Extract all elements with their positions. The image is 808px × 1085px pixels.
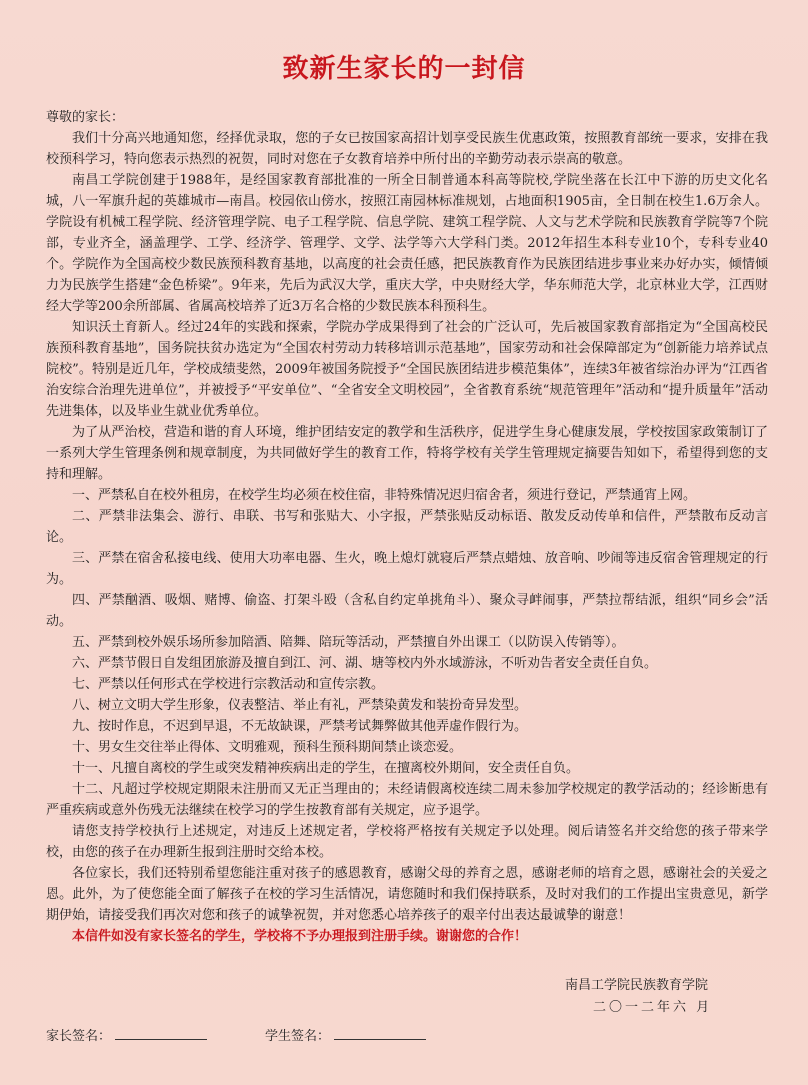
student-signature-label: 学生签名： (265, 1029, 331, 1044)
rule-item-11: 十一、凡擅自离校的学生或突发精神疾病出走的学生，在擅离校外期间，安全责任自负。 (72, 761, 580, 776)
paragraph-intro: 我们十分高兴地通知您，经择优录取，您的子女已按国家高招计划享受民族生优惠政策，按照教育部统一要求，安排在我校预科学习，特向您表示热烈的祝贺，同时对您在子女教育培养中所付出的辛勤劳动表示崇高的敬意。 (46, 131, 768, 167)
rule-item-4: 四、严禁酗酒、吸烟、赌博、偷盗、打架斗殴（含私自约定单挑角斗）、聚众寻衅闹事，严禁拉帮结派，组织“同乡会”活动。 (46, 593, 768, 629)
sign-fields (46, 1025, 426, 1044)
rule-item-1: 一、严禁私自在校外租房，在校学生均必须在校住宿，非特殊情况迟归宿舍者，须进行登记，严禁通宵上网。 (72, 488, 697, 503)
rule-item-6: 六、严禁节假日自发组团旅游及擅自到江、河、湖、塘等校内外水域游泳，不听劝告者安全责任自负。 (72, 656, 658, 671)
rule-item-2: 二、严禁非法集会、游行、串联、书写和张贴大、小字报，严禁张贴反动标语、散发反动传单和信件，严禁散布反动言论。 (46, 509, 768, 545)
signature-org: 南昌工学院民族教育学院 (565, 978, 709, 993)
rule-item-12: 十二、凡超过学校规定期限未注册而又无正当理由的；未经请假离校连续二周未参加学校规定的教学活动的；经诊断患有严重疾病或意外伤残无法继续在校学习的学生按教育部有关规定，应予退学。 (46, 782, 768, 818)
rule-item-9: 九、按时作息，不迟到早退，不无故缺课，严禁考试舞弊做其他弄虚作假行为。 (72, 719, 528, 734)
paragraph-school-profile: 南昌工学院创建于1988年，是经国家教育部批准的一所全日制普通本科高等院校,学院坐落在长江中下游的历史文化名城，八一军旗升起的英雄城市—南昌。校园依山傍水，按照江南园林标准规划，占地面积1905亩，全日制在校生1.6万余人。学院设有机械工程学院、经济管理学院、电子工程学院、信息学院、建筑工程学院、人文与艺术学院和民族教育学院等7个院部，专业齐全，涵盖理学、工学、经济学、管理学、文学、法学等六大学科门类。2012年招生本科专业10个，专科专业40个。学院作为全国高校少数民族预科教育基地，以高度的社会责任感，把民族教育作为民族团结进步事业来办好办实，倾情倾力为民族学生搭建“金色桥梁”。9年来，先后为武汉大学，重庆大学，中央财经大学，华东师范大学，北京林业大学，江西财经大学等200余所部属、省属高校培养了近3万名合格的少数民族本科预科生。 (46, 173, 768, 314)
student-signature-field[interactable] (265, 1025, 426, 1044)
paragraph-rules-intro: 为了从严治校，营造和谐的育人环境，维护团结安定的教学和生活秩序，促进学生身心健康发展，学校按国家政策制订了一系列大学生管理条例和规章制度，为共同做好学生的教育工作，特将学校有关学生管理规定摘要告知如下，希望得到您的支持和理解。 (46, 425, 768, 482)
student-signature-line[interactable] (334, 1026, 426, 1040)
parent-signature-line[interactable] (115, 1026, 207, 1040)
signature-block (565, 975, 712, 1019)
parent-signature-field[interactable] (46, 1025, 207, 1044)
signature-date: 二〇一二年六 月 (593, 1000, 713, 1015)
letter-body (46, 107, 768, 947)
letter-title: 致新生家长的一封信 (282, 54, 526, 84)
salutation: 尊敬的家长： (46, 110, 125, 125)
rule-item-10: 十、男女生交往举止得体、文明雅观，预科生预科期间禁止谈恋爱。 (72, 740, 463, 755)
rule-item-8: 八、树立文明大学生形象，仪表整洁、举止有礼，严禁染黄发和装扮奇异发型。 (72, 698, 528, 713)
paragraph-closing: 各位家长，我们还特别希望您能注重对孩子的感恩教育，感谢父母的养育之恩，感谢老师的培育之恩，感谢社会的关爱之恩。此外，为了使您能全面了解孩子在校的学习生活情况，请您随时和我们保持联系，及时对我们的工作提出宝贵意见，新学期伊始，请接受我们再次对您和孩子的诚挚祝贺，并对您悉心培养孩子的艰辛付出表达最诚挚的谢意！ (46, 866, 768, 923)
paragraph-achievements: 知识沃土育新人。经过24年的实践和探索，学院办学成果得到了社会的广泛认可，先后被国家教育部指定为“全国高校民族预科教育基地”，国务院扶贫办选定为“全国农村劳动力转移培训示范基地”，国家劳动和社会保障部定为“创新能力培养试点院校”。特别是近几年，学校成绩斐然，2009年被国务院授予“全国民族团结进步模范集体”，连续3年被省综治办评为“江西省治安综合治理先进单位”，并被授予“平安单位”、“全省安全文明校园”，全省教育系统“规范管理年”活动和“提升质量年”活动先进集体，以及毕业生就业优秀单位。 (46, 320, 768, 419)
rule-item-7: 七、严禁以任何形式在学校进行宗教活动和宣传宗教。 (72, 677, 385, 692)
registration-notice: 本信件如没有家长签名的学生，学校将不予办理报到注册手续。谢谢您的合作！ (72, 929, 528, 944)
rule-item-5: 五、严禁到校外娱乐场所参加陪酒、陪舞、陪玩等活动，严禁擅自外出课工（以防误入传销等）。 (72, 635, 625, 650)
paragraph-request: 请您支持学校执行上述规定，对违反上述规定者，学校将严格按有关规定予以处理。阅后请签名并交给您的孩子带来学校，由您的孩子在办理新生报到注册时交给本校。 (46, 824, 768, 860)
parent-signature-label: 家长签名： (46, 1029, 112, 1044)
rule-item-3: 三、严禁在宿舍私接电线、使用大功率电器、生火，晚上熄灯就寝后严禁点蜡烛、放音响、吵闹等违反宿舍管理规定的行为。 (46, 551, 768, 587)
